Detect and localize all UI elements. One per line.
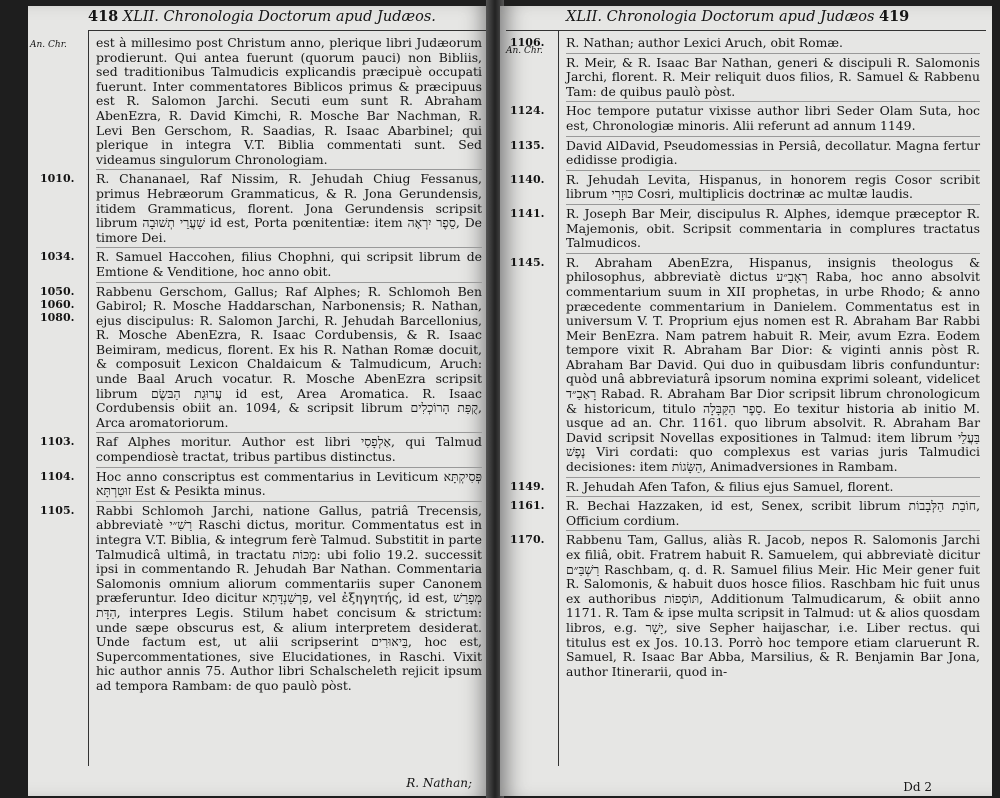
- entry-year: 1140.: [510, 172, 545, 186]
- entry-text: David AlDavid, Pseudomessias in Persiâ, decollatur. Magna fertur edidisse prodigia.: [566, 137, 980, 168]
- catchword: R. Nathan;: [406, 776, 472, 790]
- entry-text: R. Abraham AbenEzra, Hispanus, insignis theologus & philosophus, abbreviatè dictus רְאָבַ״ע Raba, hoc anno absolvit commentarium suum in XII prophetas, in urbe Rhodo; & anno præcedente commentarium in Danielem. Commentatus est in universum V. T. Proprium ejus nomen est R. Abraham Bar Rabbi Meir BenEzra. Nam patrem habuit R. Meir, avum Ezra. Eodem tempore vixit R. Abraham Bar Dior: & viginti annis pòst R. Abraham Bar David. Qui duo in quibusdam libris confunduntur: quòd unâ abbreviaturâ ipsorum nomina exprimi soleant, videlicet רָאַבַ״ד Rabad. R. Abraham Bar Dior scripsit librum chronologicum & historicum, titulo סֵפֶר הַקַּבָּלָה. Eo texitur historia ab initio M. usque ad an. Chr. 1161. quo librum absolvit. R. Abraham Bar David scripsit Novellas expositiones in Talmud: item librum בַּעֲלֵי נֶפֶשׁ Viri cordati: quo complexus est varias juris Talmudici decisiones: item הַשָּׂגוֹת, Animadversiones in Rambam.: [566, 254, 980, 475]
- entry-year: 1010.: [40, 172, 75, 186]
- chronology-entry: [96, 36, 482, 167]
- chronology-entry: [40, 169, 482, 245]
- right-page-body: [510, 35, 981, 679]
- entry-year: 1124.: [510, 104, 545, 118]
- entry-text: Hoc anno conscriptus est commentarius in Leviticum פְּסִיקְתָּא זוּטַרְתָּא Est & Pesikta minus.: [96, 468, 482, 499]
- entry-text: Rabbi Schlomoh Jarchi, natione Gallus, patriâ Trecensis, abbreviatè רַשִׁ״י Raschi dictus, moritur. Commentatus est in integra V.T. Biblia, & integrum ferè Talmud. Substitit in parte Talmudicâ ultimâ, in tractatu מַכּוֹת: ubi folio 19.2. successit ipsi in commentando R. Jehudah Bar Nathan. Commentaria Salomonis omnium aliorum commentariis super Canonem præferuntur. Ideo dicitur פַּרְשַׁנְדָּתָא, vel ἐξηγητής, id est, מְפָרֵשׁ הַדָּת, interpres Legis. Stilum habet concisum & strictum: unde sæpe obscurus est, & alium interpretem desiderat. Unde factum est, ut alii scripserint בֵּיאוּרִים, hoc est, Supercommentationes, sive Elucidationes, in Raschi. Vixit hic author annis 75. Author libri Schalscheleth rejicit ipsum ad tempora Rambam: de quo paulò pòst.: [96, 502, 482, 693]
- entry-year: 1149.: [510, 479, 545, 493]
- entry-text: Rabbenu Tam, Gallus, aliàs R. Jacob, nepos R. Salomonis Jarchi ex filiâ, obit. Fratrem habuit R. Samuelem, qui abbreviatè dicitur רַשְׁבַּ״ם Raschbam, q. d. R. Samuel filius Meir. Hic Meir gener fuit R. Salomonis, & habuit duos hosce filios. Raschbam hic fuit unus ex authoribus תּוֹסָפוֹת, Additionum Talmudicarum, & obiit anno 1171. R. Tam & ipse multa scripsit in Talmud: ut & alios quosdam libros, e.g. יָשָׁר, sive Sepher haijaschar, i.e. Liber rectus. qui titulus est ex Jos. 10.13. Porrò hoc tempore etiam claruerunt R. Samuel, R. Isaac Bar Abba, Marsilius, & R. Benjamin Bar Jona, author Itinerarii, quod in-: [566, 532, 980, 679]
- chronology-entry: [40, 467, 482, 499]
- left-margin-label: An. Chr.: [30, 40, 67, 50]
- entry-year: 1106.: [510, 36, 545, 49]
- chronology-entry: [510, 35, 980, 51]
- entry-text: R. Jehudah Afen Tafon, & filius ejus Samuel, florent.: [566, 478, 894, 494]
- entry-year: 1141.: [510, 206, 545, 220]
- entry-text: R. Meir, & R. Isaac Bar Nathan, generi & discipuli R. Salomonis Jarchi, florent. R. Meir reliquit duos filios, R. Samuel & Rabbenu Tam: de quibus paulò pòst.: [566, 54, 980, 99]
- entry-text: R. Samuel Haccohen, filius Chophni, qui scripsit librum de Emtione & Venditione, hoc anno obit.: [96, 249, 482, 279]
- entry-text: R. Joseph Bar Meir, discipulus R. Alphes, idemque præceptor R. Majemonis, obit. Scripsit commentaria in complures tractatus Talmudicos.: [566, 205, 980, 251]
- signature-mark: Dd 2: [903, 780, 932, 794]
- margin-rule: [88, 30, 89, 766]
- right-page-header: [566, 8, 909, 25]
- entry-text: R. Nathan; author Lexici Aruch, obit Romæ.: [566, 35, 843, 50]
- chronology-entry: [510, 253, 980, 475]
- entry-year: 1145.: [510, 255, 545, 269]
- margin-rule: [558, 30, 559, 766]
- entry-text: Raf Alphes moritur. Author est libri אַלְפָסִי, qui Talmud compendiosè tractat, tribus partibus distinctus.: [96, 434, 482, 465]
- entry-text: R. Chananael, Raf Nissim, R. Jehudah Chiug Fessanus, primus Hebræorum Grammaticus, & R. Jona Gerundensis, itidem Grammaticus, florent. Jona Gerundensis scripsit librum שַׁעֲרֵי תְשׁוּבָה id est, Porta pœnitentiæ: item סֵפֶר יִרְאָה, De timore Dei.: [96, 171, 482, 245]
- chronology-entry: [40, 432, 482, 465]
- entry-text: Rabbenu Gerschom, Gallus; Raf Alphes; R. Schlomoh Ben Gabirol; R. Mosche Haddarschan, Narbonensis; R. Nathan, ejus discipulus: R. Salomon Jarchi, R. Jehudah Barcellonius, R. Mosche AbenEzra, R. Isaac Cordubensis, & R. Isaac Beimiram, medicus, florent. Ex his R. Nathan Romæ docuit, & composuit Lexicon Chaldaicum & Talmudicum, Aruch: unde Baal Aruch vocatur. R. Mosche AbenEzra scripsit librum עֲרוּגַת הַבּשֶׂם id est, Area Aromatica. R. Isaac Cordubensis obiit an. 1094, & scripsit librum קֻפַּת הָרוֹכְלִים, Arca aromatoriorum.: [96, 283, 482, 430]
- header-rule: [88, 30, 486, 31]
- right-header-title: XLII. Chronologia Doctorum apud Judæos: [566, 9, 875, 25]
- chronology-entry: [510, 136, 980, 168]
- header-rule: [506, 30, 986, 31]
- chronology-entry: [510, 477, 980, 495]
- right-page: [500, 6, 992, 796]
- left-page-header: [88, 8, 436, 25]
- entry-year: 1050. 1060. 1080.: [40, 284, 75, 324]
- chronology-entry: [510, 530, 980, 679]
- left-header-title: XLII. Chronologia Doctorum apud Judæos.: [122, 9, 436, 25]
- entry-year: 1104.: [40, 469, 75, 483]
- chronology-entry: [510, 496, 981, 528]
- entry-year: 1103.: [40, 435, 75, 449]
- entry-text: R. Jehudah Levita, Hispanus, in honorem regis Cosor scribit librum כּוּזָרִי Cosri, multiplicis doctrinæ ac multæ laudis.: [566, 171, 980, 202]
- entry-year: 1034.: [40, 250, 75, 264]
- entry-text: est à millesimo post Christum anno, plerique libri Judæorum prodierunt. Qui antea fuerunt (quorum pauci) non Bibliis, sed traditionibus Talmudicis explicandis præcipuè occupati fuerunt. Inter commentatores Biblicos primus & præcipuus est R. Salomon Jarchi. Secuti eum sunt R. Abraham AbenEzra, R. David Kimchi, R. Mosche Bar Nachman, R. Levi Ben Gerschom, R. Saadias, R. Isaac Abarbinel; qui plerique in integra V.T. Biblia commentati sunt. Sed videamus singulorum Chronologiam.: [96, 35, 482, 167]
- right-page-number: 419: [879, 8, 910, 25]
- chronology-entry: [40, 247, 482, 279]
- entry-year: 1161.: [510, 499, 545, 513]
- entry-year: 1135.: [510, 138, 545, 152]
- chronology-entry: [40, 501, 482, 694]
- entry-text: R. Bechai Hazzaken, id est, Senex, scribit librum חוֹבַת הַלְּבָבוֹת, Officium cordium.: [566, 498, 981, 528]
- entry-text: Hoc tempore putatur vixisse author libri Seder Olam Suta, hoc est, Chronologiæ minoris. Alii referunt ad annum 1149.: [566, 103, 980, 133]
- left-page: [28, 6, 490, 796]
- entry-year: 1170.: [510, 533, 545, 547]
- right-margin-label: An. Chr.: [506, 46, 543, 56]
- chronology-entry: [510, 170, 980, 202]
- chronology-entry: [566, 53, 980, 100]
- entry-year: 1105.: [40, 503, 75, 517]
- chronology-entry: [40, 282, 482, 431]
- chronology-entry: [510, 204, 980, 251]
- left-page-number: 418: [88, 8, 119, 25]
- chronology-entry: [510, 101, 980, 133]
